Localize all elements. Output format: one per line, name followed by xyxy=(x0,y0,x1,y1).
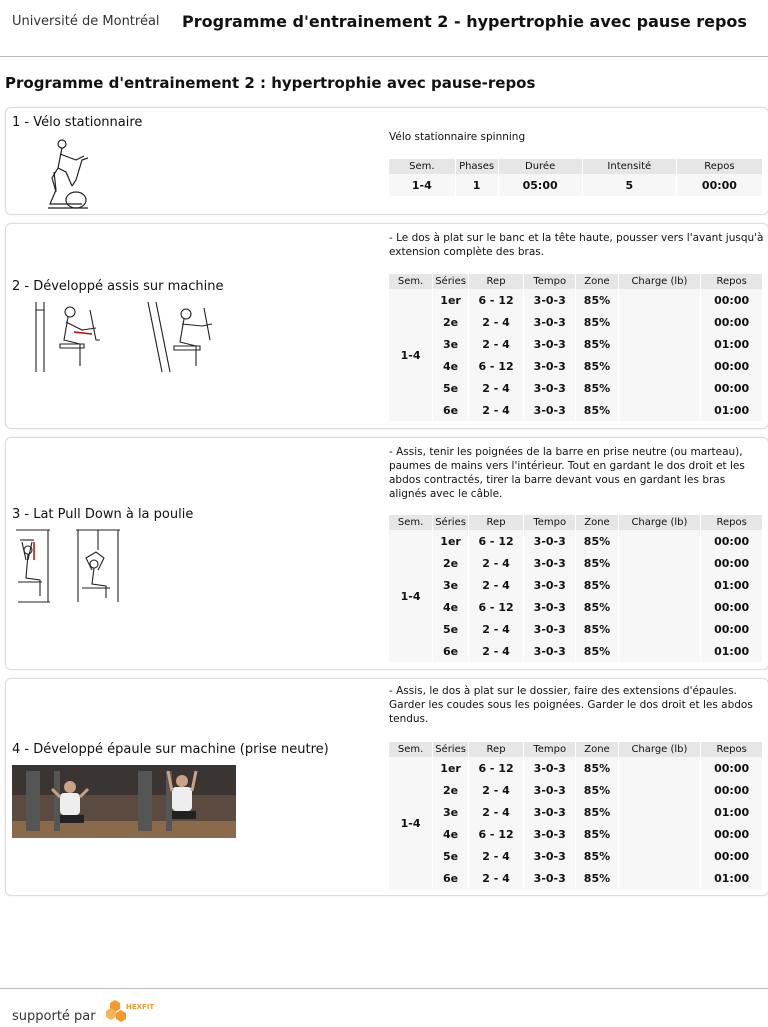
cell-series: 5e xyxy=(433,845,469,867)
col-duree: Durée xyxy=(498,159,582,174)
table-row xyxy=(389,377,763,399)
cell-charge xyxy=(618,333,701,355)
exercise-name: 3 - Lat Pull Down à la poulie xyxy=(12,507,194,522)
seated-press-figure-start xyxy=(30,300,106,374)
col-repos: Repos xyxy=(701,274,763,289)
cell-tempo: 3-0-3 xyxy=(524,552,576,574)
col-series: Séries xyxy=(433,274,469,289)
col-tempo: Tempo xyxy=(524,742,576,757)
cell-zone: 85% xyxy=(576,640,618,662)
exercise-card-3 xyxy=(5,437,768,670)
cell-rep: 2 - 4 xyxy=(468,845,523,867)
cell-sem: 1-4 xyxy=(389,174,455,196)
cell-charge xyxy=(618,867,701,889)
cell-tempo: 3-0-3 xyxy=(524,618,576,640)
col-rep: Rep xyxy=(468,274,523,289)
table-row xyxy=(389,311,763,333)
cell-repos: 00:00 xyxy=(701,355,763,377)
cell-charge xyxy=(618,845,701,867)
cell-charge xyxy=(618,355,701,377)
table-row xyxy=(389,174,763,196)
table-row xyxy=(389,333,763,355)
cell-series: 1er xyxy=(433,289,469,311)
cell-rep: 2 - 4 xyxy=(468,333,523,355)
svg-text:HEXFIT: HEXFIT xyxy=(126,1003,155,1011)
cell-zone: 85% xyxy=(576,845,618,867)
cell-zone: 85% xyxy=(576,801,618,823)
cell-sem: 1-4 xyxy=(389,530,433,662)
cell-repos: 00:00 xyxy=(701,618,763,640)
cell-series: 3e xyxy=(433,333,469,355)
exercise-description: - Assis, tenir les poignées de la barre en prise neutre (ou marteau), paumes de mains vers l'intérieur. Tout en gardant le dos droit et les abdos contractés, tirer la barre devant vous en gardant les bras alignés avec le câble. xyxy=(389,446,745,500)
cell-charge xyxy=(618,574,701,596)
cell-tempo: 3-0-3 xyxy=(524,377,576,399)
table-row xyxy=(389,574,763,596)
cell-rep: 2 - 4 xyxy=(468,552,523,574)
exercise-name: 1 - Vélo stationnaire xyxy=(12,115,143,130)
cell-tempo: 3-0-3 xyxy=(524,779,576,801)
cell-series: 4e xyxy=(433,596,469,618)
cell-series: 6e xyxy=(433,399,469,421)
cell-rep: 2 - 4 xyxy=(468,574,523,596)
exercise-table xyxy=(389,742,763,889)
cell-repos: 00:00 xyxy=(701,289,763,311)
cell-zone: 85% xyxy=(576,355,618,377)
exercise-table xyxy=(389,515,763,662)
table-row xyxy=(389,596,763,618)
col-tempo: Tempo xyxy=(524,515,576,530)
cell-series: 1er xyxy=(433,757,469,779)
col-series: Séries xyxy=(433,742,469,757)
cell-repos: 00:00 xyxy=(701,311,763,333)
cell-repos: 01:00 xyxy=(701,574,763,596)
cell-tempo: 3-0-3 xyxy=(524,640,576,662)
header-title: Programme d'entrainement 2 - hypertrophie avec pause repos xyxy=(182,12,747,31)
university-name: Université de Montréal xyxy=(12,14,160,29)
exercise-description: Vélo stationnaire spinning xyxy=(389,131,526,143)
cell-charge xyxy=(618,779,701,801)
cell-series: 4e xyxy=(433,823,469,845)
cell-phases: 1 xyxy=(455,174,498,196)
cell-tempo: 3-0-3 xyxy=(524,867,576,889)
cell-repos: 01:00 xyxy=(701,399,763,421)
cell-zone: 85% xyxy=(576,574,618,596)
col-intensite: Intensité xyxy=(582,159,676,174)
cell-series: 1er xyxy=(433,530,469,552)
cell-charge xyxy=(618,823,701,845)
col-charge: Charge (lb) xyxy=(618,742,701,757)
cell-rep: 2 - 4 xyxy=(468,779,523,801)
cell-repos: 01:00 xyxy=(701,333,763,355)
cell-zone: 85% xyxy=(576,289,618,311)
cell-duree: 05:00 xyxy=(498,174,582,196)
hexfit-logo xyxy=(104,997,164,1027)
cell-rep: 6 - 12 xyxy=(468,530,523,552)
document-header xyxy=(0,0,768,57)
cell-zone: 85% xyxy=(576,399,618,421)
exercise-table xyxy=(389,274,763,421)
seated-press-figure-end xyxy=(142,300,218,374)
exercise-name: 4 - Développé épaule sur machine (prise neutre) xyxy=(12,742,329,757)
cell-zone: 85% xyxy=(576,779,618,801)
col-sem: Sem. xyxy=(389,515,433,530)
exercise-description: - Assis, le dos à plat sur le dossier, faire des extensions d'épaules. Garder les coudes sous les poignées. Garder le dos droit et les abdos tendus. xyxy=(389,685,753,725)
cell-zone: 85% xyxy=(576,333,618,355)
cell-zone: 85% xyxy=(576,377,618,399)
cell-rep: 2 - 4 xyxy=(468,377,523,399)
cell-repos: 00:00 xyxy=(701,530,763,552)
col-sem: Sem. xyxy=(389,742,433,757)
cell-series: 3e xyxy=(433,801,469,823)
table-row xyxy=(389,530,763,552)
col-charge: Charge (lb) xyxy=(618,515,701,530)
cell-charge xyxy=(618,640,701,662)
cell-rep: 2 - 4 xyxy=(468,801,523,823)
cell-repos: 00:00 xyxy=(701,779,763,801)
cell-repos: 00:00 xyxy=(701,596,763,618)
exercise-table xyxy=(389,159,763,196)
cell-tempo: 3-0-3 xyxy=(524,757,576,779)
table-row xyxy=(389,289,763,311)
cell-tempo: 3-0-3 xyxy=(524,596,576,618)
col-repos: Repos xyxy=(701,515,763,530)
exercise-card-1 xyxy=(5,107,768,215)
table-row xyxy=(389,867,763,889)
exercise-card-4 xyxy=(5,678,768,896)
table-row xyxy=(389,823,763,845)
cell-charge xyxy=(618,289,701,311)
cell-zone: 85% xyxy=(576,530,618,552)
cell-tempo: 3-0-3 xyxy=(524,574,576,596)
table-row xyxy=(389,845,763,867)
document-footer xyxy=(0,988,768,1024)
cell-charge xyxy=(618,311,701,333)
cell-rep: 6 - 12 xyxy=(468,823,523,845)
col-series: Séries xyxy=(433,515,469,530)
cell-charge xyxy=(618,552,701,574)
cell-tempo: 3-0-3 xyxy=(524,801,576,823)
cell-repos: 00:00 xyxy=(676,174,762,196)
cell-charge xyxy=(618,757,701,779)
col-repos: Repos xyxy=(701,742,763,757)
col-sem: Sem. xyxy=(389,274,433,289)
cell-tempo: 3-0-3 xyxy=(524,845,576,867)
supported-by-label: supporté par xyxy=(12,1009,96,1024)
cell-rep: 2 - 4 xyxy=(468,399,523,421)
cell-repos: 00:00 xyxy=(701,552,763,574)
cell-series: 6e xyxy=(433,640,469,662)
cell-tempo: 3-0-3 xyxy=(524,823,576,845)
table-row xyxy=(389,779,763,801)
cell-repos: 00:00 xyxy=(701,757,763,779)
exercise-description: - Le dos à plat sur le banc et la tête haute, pousser vers l'avant jusqu'à extension complète des bras. xyxy=(389,232,764,258)
cell-charge xyxy=(618,596,701,618)
cell-series: 2e xyxy=(433,779,469,801)
cell-tempo: 3-0-3 xyxy=(524,530,576,552)
table-row xyxy=(389,801,763,823)
lat-pulldown-figure-start xyxy=(14,528,52,604)
cell-zone: 85% xyxy=(576,618,618,640)
cell-repos: 01:00 xyxy=(701,801,763,823)
cell-rep: 2 - 4 xyxy=(468,311,523,333)
cell-tempo: 3-0-3 xyxy=(524,311,576,333)
cell-zone: 85% xyxy=(576,552,618,574)
col-tempo: Tempo xyxy=(524,274,576,289)
col-sem: Sem. xyxy=(389,159,455,174)
table-row xyxy=(389,399,763,421)
stationary-bike-figure xyxy=(42,138,92,212)
cell-repos: 00:00 xyxy=(701,823,763,845)
cell-zone: 85% xyxy=(576,867,618,889)
cell-series: 2e xyxy=(433,552,469,574)
cell-series: 5e xyxy=(433,377,469,399)
page-title: Programme d'entrainement 2 : hypertrophie avec pause-repos xyxy=(5,74,536,92)
cell-tempo: 3-0-3 xyxy=(524,355,576,377)
cell-rep: 6 - 12 xyxy=(468,355,523,377)
cell-sem: 1-4 xyxy=(389,757,433,889)
cell-series: 4e xyxy=(433,355,469,377)
cell-repos: 00:00 xyxy=(701,377,763,399)
cell-charge xyxy=(618,399,701,421)
col-zone: Zone xyxy=(576,515,618,530)
cell-repos: 01:00 xyxy=(701,640,763,662)
table-row xyxy=(389,757,763,779)
cell-tempo: 3-0-3 xyxy=(524,289,576,311)
cell-charge xyxy=(618,530,701,552)
col-zone: Zone xyxy=(576,742,618,757)
cell-charge xyxy=(618,618,701,640)
exercise-name: 2 - Développé assis sur machine xyxy=(12,279,224,294)
cell-rep: 2 - 4 xyxy=(468,640,523,662)
table-row xyxy=(389,355,763,377)
cell-tempo: 3-0-3 xyxy=(524,333,576,355)
col-zone: Zone xyxy=(576,274,618,289)
cell-charge xyxy=(618,377,701,399)
cell-rep: 2 - 4 xyxy=(468,867,523,889)
cell-rep: 6 - 12 xyxy=(468,596,523,618)
cell-tempo: 3-0-3 xyxy=(524,399,576,421)
cell-series: 3e xyxy=(433,574,469,596)
cell-zone: 85% xyxy=(576,823,618,845)
cell-rep: 6 - 12 xyxy=(468,289,523,311)
cell-series: 6e xyxy=(433,867,469,889)
cell-repos: 01:00 xyxy=(701,867,763,889)
cell-series: 2e xyxy=(433,311,469,333)
col-rep: Rep xyxy=(468,515,523,530)
table-row xyxy=(389,552,763,574)
cell-repos: 00:00 xyxy=(701,845,763,867)
table-row xyxy=(389,618,763,640)
cell-rep: 6 - 12 xyxy=(468,757,523,779)
cell-sem: 1-4 xyxy=(389,289,433,421)
lat-pulldown-figure-end xyxy=(70,528,126,604)
col-charge: Charge (lb) xyxy=(618,274,701,289)
cell-rep: 2 - 4 xyxy=(468,618,523,640)
cell-series: 5e xyxy=(433,618,469,640)
cell-zone: 85% xyxy=(576,311,618,333)
col-repos: Repos xyxy=(676,159,762,174)
col-rep: Rep xyxy=(468,742,523,757)
col-phases: Phases xyxy=(455,159,498,174)
shoulder-press-photo xyxy=(12,765,236,838)
exercise-card-2 xyxy=(5,223,768,429)
cell-intensite: 5 xyxy=(582,174,676,196)
table-row xyxy=(389,640,763,662)
cell-charge xyxy=(618,801,701,823)
cell-zone: 85% xyxy=(576,757,618,779)
cell-zone: 85% xyxy=(576,596,618,618)
